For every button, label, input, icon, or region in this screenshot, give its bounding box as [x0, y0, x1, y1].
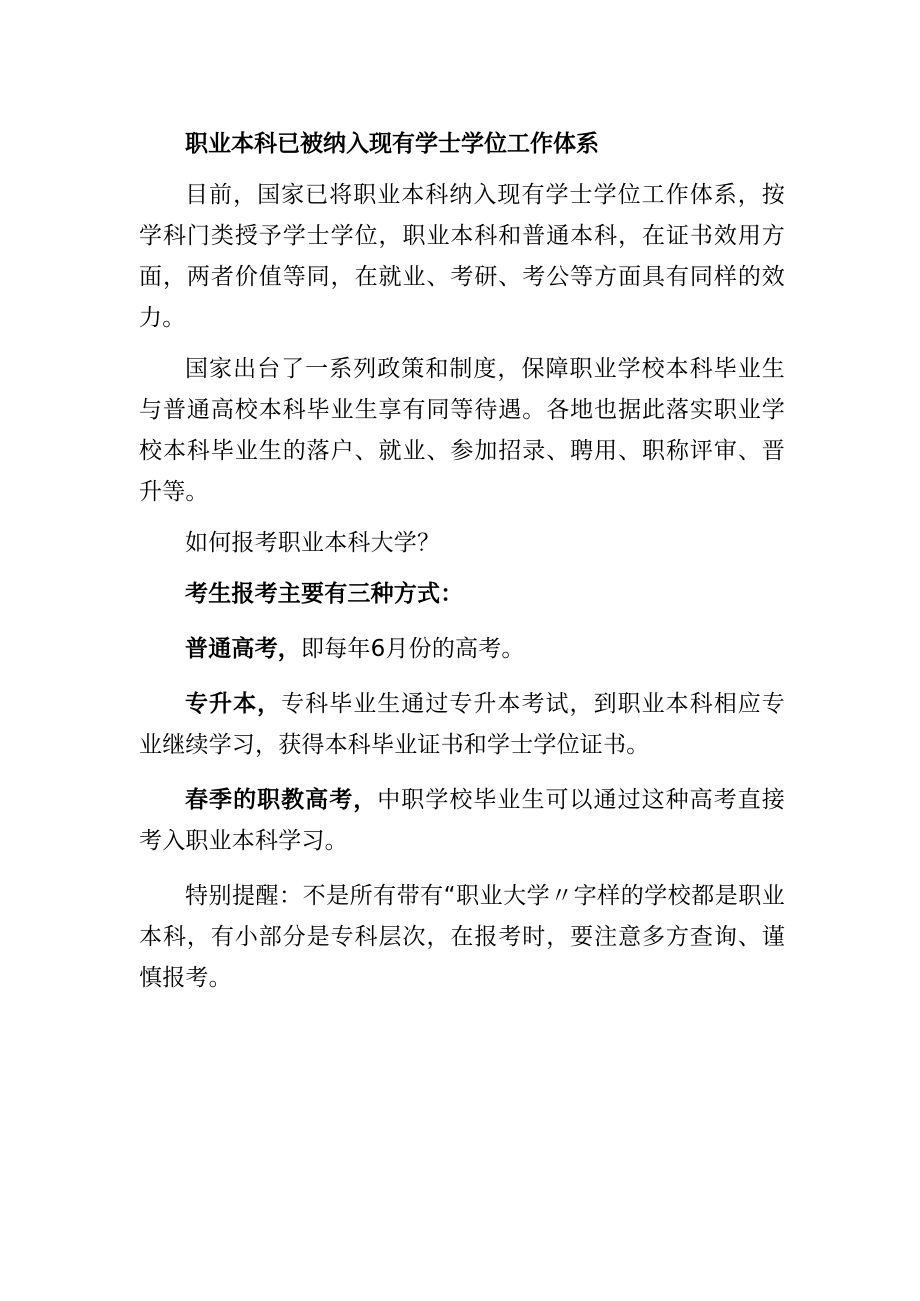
paragraph-policy: 国家出台了一系列政策和制度，保障职业学校本科毕业生与普通高校本科毕业生享有同等待遇。各地也据此落实职业学校本科毕业生的落户、就业、参加招录、聘用、职称评审、晋升等。 [139, 356, 785, 505]
way-gaokao-text: 即每年6月份的高考。 [301, 636, 525, 662]
paragraph-way-zhuanshengben [139, 684, 785, 766]
way-gaokao-label: 普通高考， [185, 636, 301, 662]
paragraph-way-spring-exam [139, 780, 785, 862]
paragraph-way-gaokao [139, 629, 785, 670]
paragraph-degree-system: 目前，国家已将职业本科纳入现有学士学位工作体系，按学科门类授予学士学位，职业本科和普通本科，在证书效用方面，两者价值等同，在就业、考研、考公等方面具有同样的效力。 [139, 182, 785, 331]
paragraph-three-ways: 考生报考主要有三种方式： [185, 581, 464, 607]
way-spring-exam-text: 中职学校毕业生可以通过这种高考直接考入职业本科学习。 [139, 787, 785, 854]
paragraph-special-reminder: 特别提醒：不是所有带有“职业大学〃字样的学校都是职业本科，有小部分是专科层次，在报考时，要注意多方查询、谨慎报考。 [139, 883, 785, 991]
document-body [139, 124, 785, 999]
way-spring-exam-label: 春季的职教高考， [185, 787, 378, 813]
paragraph-how-to-apply: 如何报考职业本科大学？ [185, 530, 441, 556]
way-zhuanshengben-text: 专科毕业生通过专升本考试，到职业本科相应专业继续学习，获得本科毕业证书和学士学位证书。 [139, 691, 785, 758]
way-zhuanshengben-label: 专升本， [185, 691, 282, 717]
document-title: 职业本科已被纳入现有学士学位工作体系 [185, 131, 599, 157]
